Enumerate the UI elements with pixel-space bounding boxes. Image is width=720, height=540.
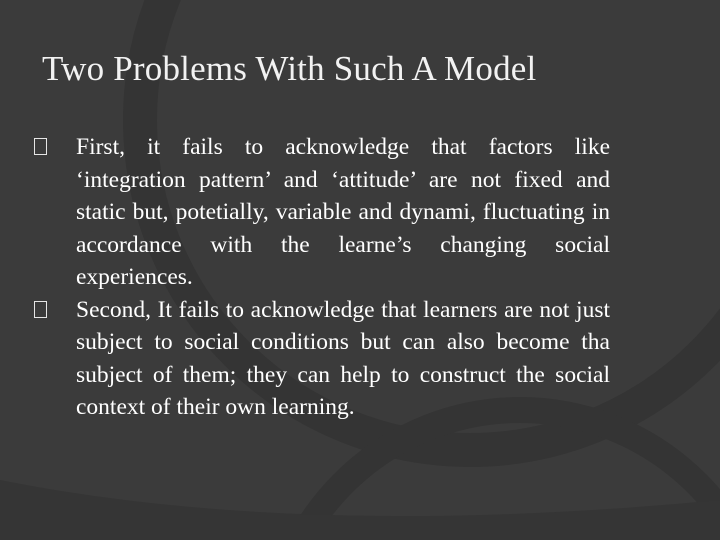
bullet-item-2 [26,294,610,424]
square-bullet-icon [34,301,47,318]
square-bullet-icon [34,138,47,155]
bullet-text-1: First, it fails to acknowledge that factors like ‘integration pattern’ and ‘attitude’ are not fixed and static but, potetially, variable and dynami, fluctuating in accordance with the learne’s changing social experiences. [76,134,610,290]
slide-content [26,131,610,424]
bullet-item-1 [26,131,610,294]
bullet-text-2: Second, It fails to acknowledge that learners are not just subject to social conditions but can also become tha subject of them; they can help to construct the social context of their own learning. [76,296,610,420]
slide-title: Two Problems With Such A Model [42,49,537,88]
